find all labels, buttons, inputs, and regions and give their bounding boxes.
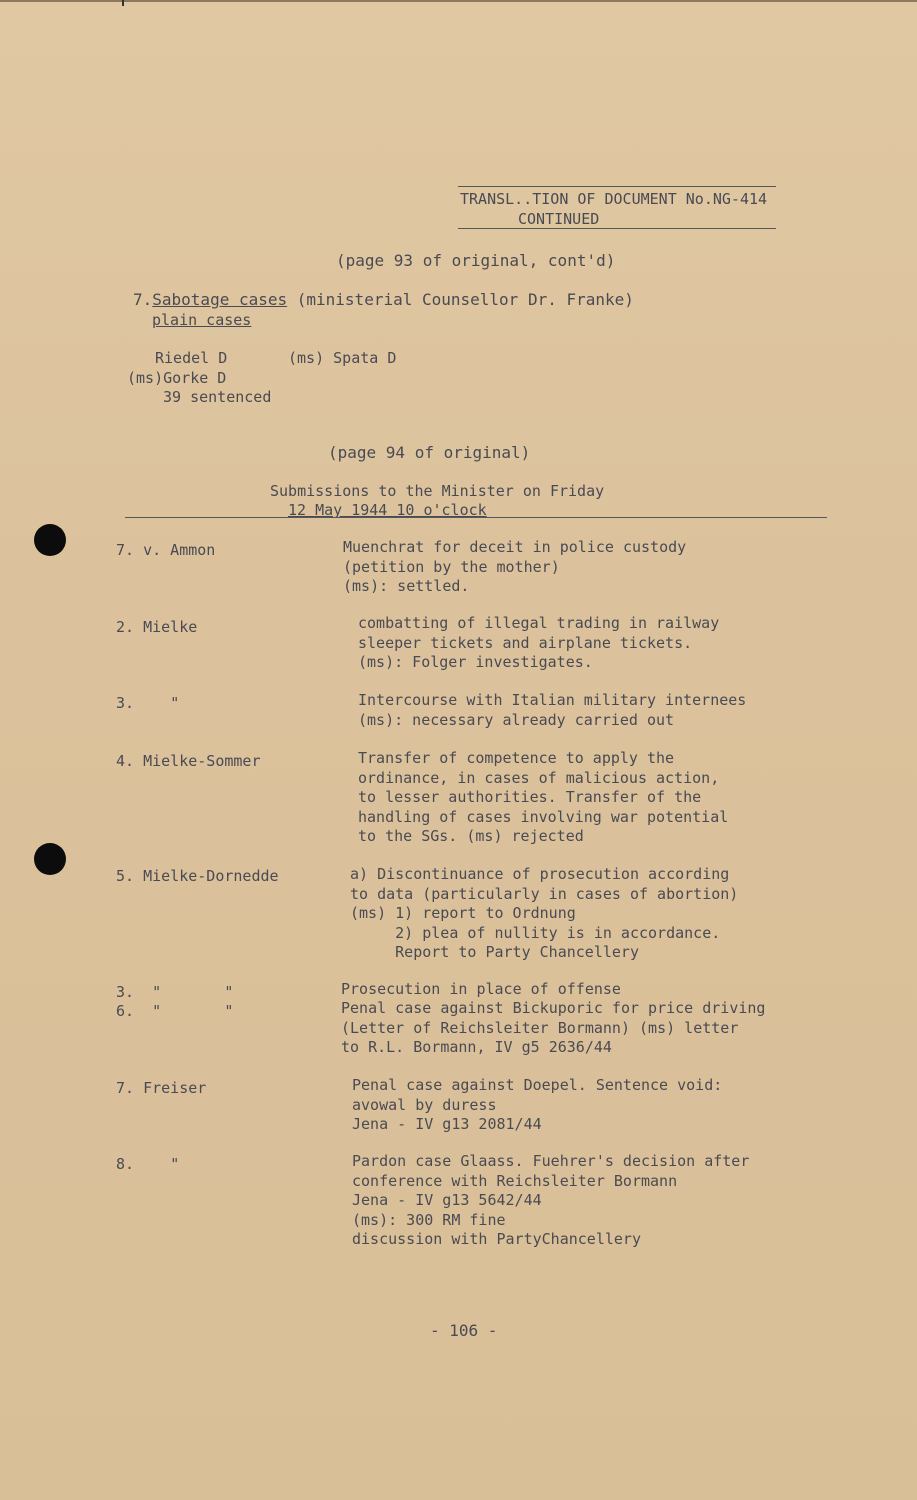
entry-6-left	[116, 983, 233, 1003]
top-edge-line	[0, 0, 917, 2]
submissions-line2: 12 May 1944 10 o'clock	[288, 501, 487, 519]
header-continued: CONTINUED	[518, 210, 600, 228]
entry-5-name: Mielke-Dornedde	[143, 867, 279, 885]
entry-7-number: 6.	[116, 1002, 135, 1020]
entry-9-text: Pardon case Glaass. Fuehrer's decision after conference with Reichsleiter Bormann Jena - IV g13 5642/44 (ms): 300 RM fine discussion with PartyChancellery	[352, 1152, 750, 1248]
entry-4-left	[116, 752, 261, 772]
entry-6-text: Prosecution in place of offense	[341, 980, 621, 998]
entry-3-name: "	[170, 694, 180, 712]
entry-9-number: 8.	[116, 1155, 135, 1173]
entry-2-text: combatting of illegal trading in railway sleeper tickets and airplane tickets. (ms): Folger investigates.	[358, 614, 720, 671]
entry-9-name: "	[170, 1155, 180, 1173]
entry-8-number: 7.	[116, 1079, 135, 1097]
entry-5-text: a) Discontinuance of prosecution according to data (particularly in cases of abortion) (ms) 1) report to Ordnung 2) plea of nullity is in accordance. Report to Party Chancellery	[350, 865, 739, 961]
submissions-line1: Submissions to the Minister on Friday	[270, 482, 605, 500]
page94-note: (page 94 of original)	[328, 443, 531, 462]
entry-3-text: Intercourse with Italian military internees (ms): necessary already carried out	[358, 691, 747, 729]
section-subtitle: plain cases	[152, 311, 252, 329]
entry-8-left	[116, 1079, 206, 1099]
entry-6-number: 3.	[116, 983, 135, 1001]
entry-1-number: 7.	[116, 541, 135, 559]
entry-2-name: Mielke	[143, 618, 198, 636]
submissions-rule	[125, 517, 827, 518]
names-line1a: Riedel D	[155, 349, 228, 367]
entry-5-number: 5.	[116, 867, 135, 885]
section-counsellor: (ministerial Counsellor Dr. Franke)	[287, 290, 634, 309]
entry-4-name: Mielke-Sommer	[143, 752, 261, 770]
top-edge-tick	[122, 0, 124, 6]
entry-1-text: Muenchrat for deceit in police custody (petition by the mother) (ms): settled.	[343, 538, 687, 595]
names-line2: (ms)Gorke D	[127, 369, 227, 387]
entry-2-left	[116, 618, 197, 638]
page93-note: (page 93 of original, cont'd)	[336, 251, 616, 270]
entry-2-number: 2.	[116, 618, 135, 636]
entry-8-text: Penal case against Doepel. Sentence void: avowal by duress Jena - IV g13 2081/44	[352, 1076, 723, 1133]
section-title: Sabotage cases	[152, 290, 288, 309]
entry-4-number: 4.	[116, 752, 135, 770]
punch-hole-bottom	[34, 843, 66, 875]
entry-5-left	[116, 867, 279, 887]
entry-3-left	[116, 694, 179, 714]
entry-3-number: 3.	[116, 694, 135, 712]
punch-hole-top	[34, 524, 66, 556]
entry-1-name: v. Ammon	[143, 541, 216, 559]
entry-6-name: " "	[152, 983, 234, 1001]
names-line1b: (ms) Spata D	[288, 349, 397, 367]
entry-7-left	[116, 1002, 233, 1022]
entry-8-name: Freiser	[143, 1079, 207, 1097]
entry-1-left	[116, 541, 215, 561]
names-line3: 39 sentenced	[163, 388, 272, 406]
page-number: - 106 -	[430, 1321, 498, 1340]
header-title: TRANSL..TION OF DOCUMENT No.NG-414	[460, 190, 768, 208]
entry-4-text: Transfer of competence to apply the ordinance, in cases of malicious action, to lesser authorities. Transfer of the handling of cases involving war potential to the SGs. (ms) rejected	[358, 749, 729, 845]
entry-7-name: " "	[152, 1002, 234, 1020]
entry-9-left	[116, 1155, 179, 1175]
section-number: 7.	[133, 290, 153, 309]
entry-7-text: Penal case against Bickuporic for price driving (Letter of Reichsleiter Bormann) (ms) letter to R.L. Bormann, IV g5 2636/44	[341, 999, 766, 1056]
header-rule-top	[458, 186, 776, 187]
header-rule-bottom	[458, 228, 776, 229]
section-heading	[133, 290, 634, 309]
